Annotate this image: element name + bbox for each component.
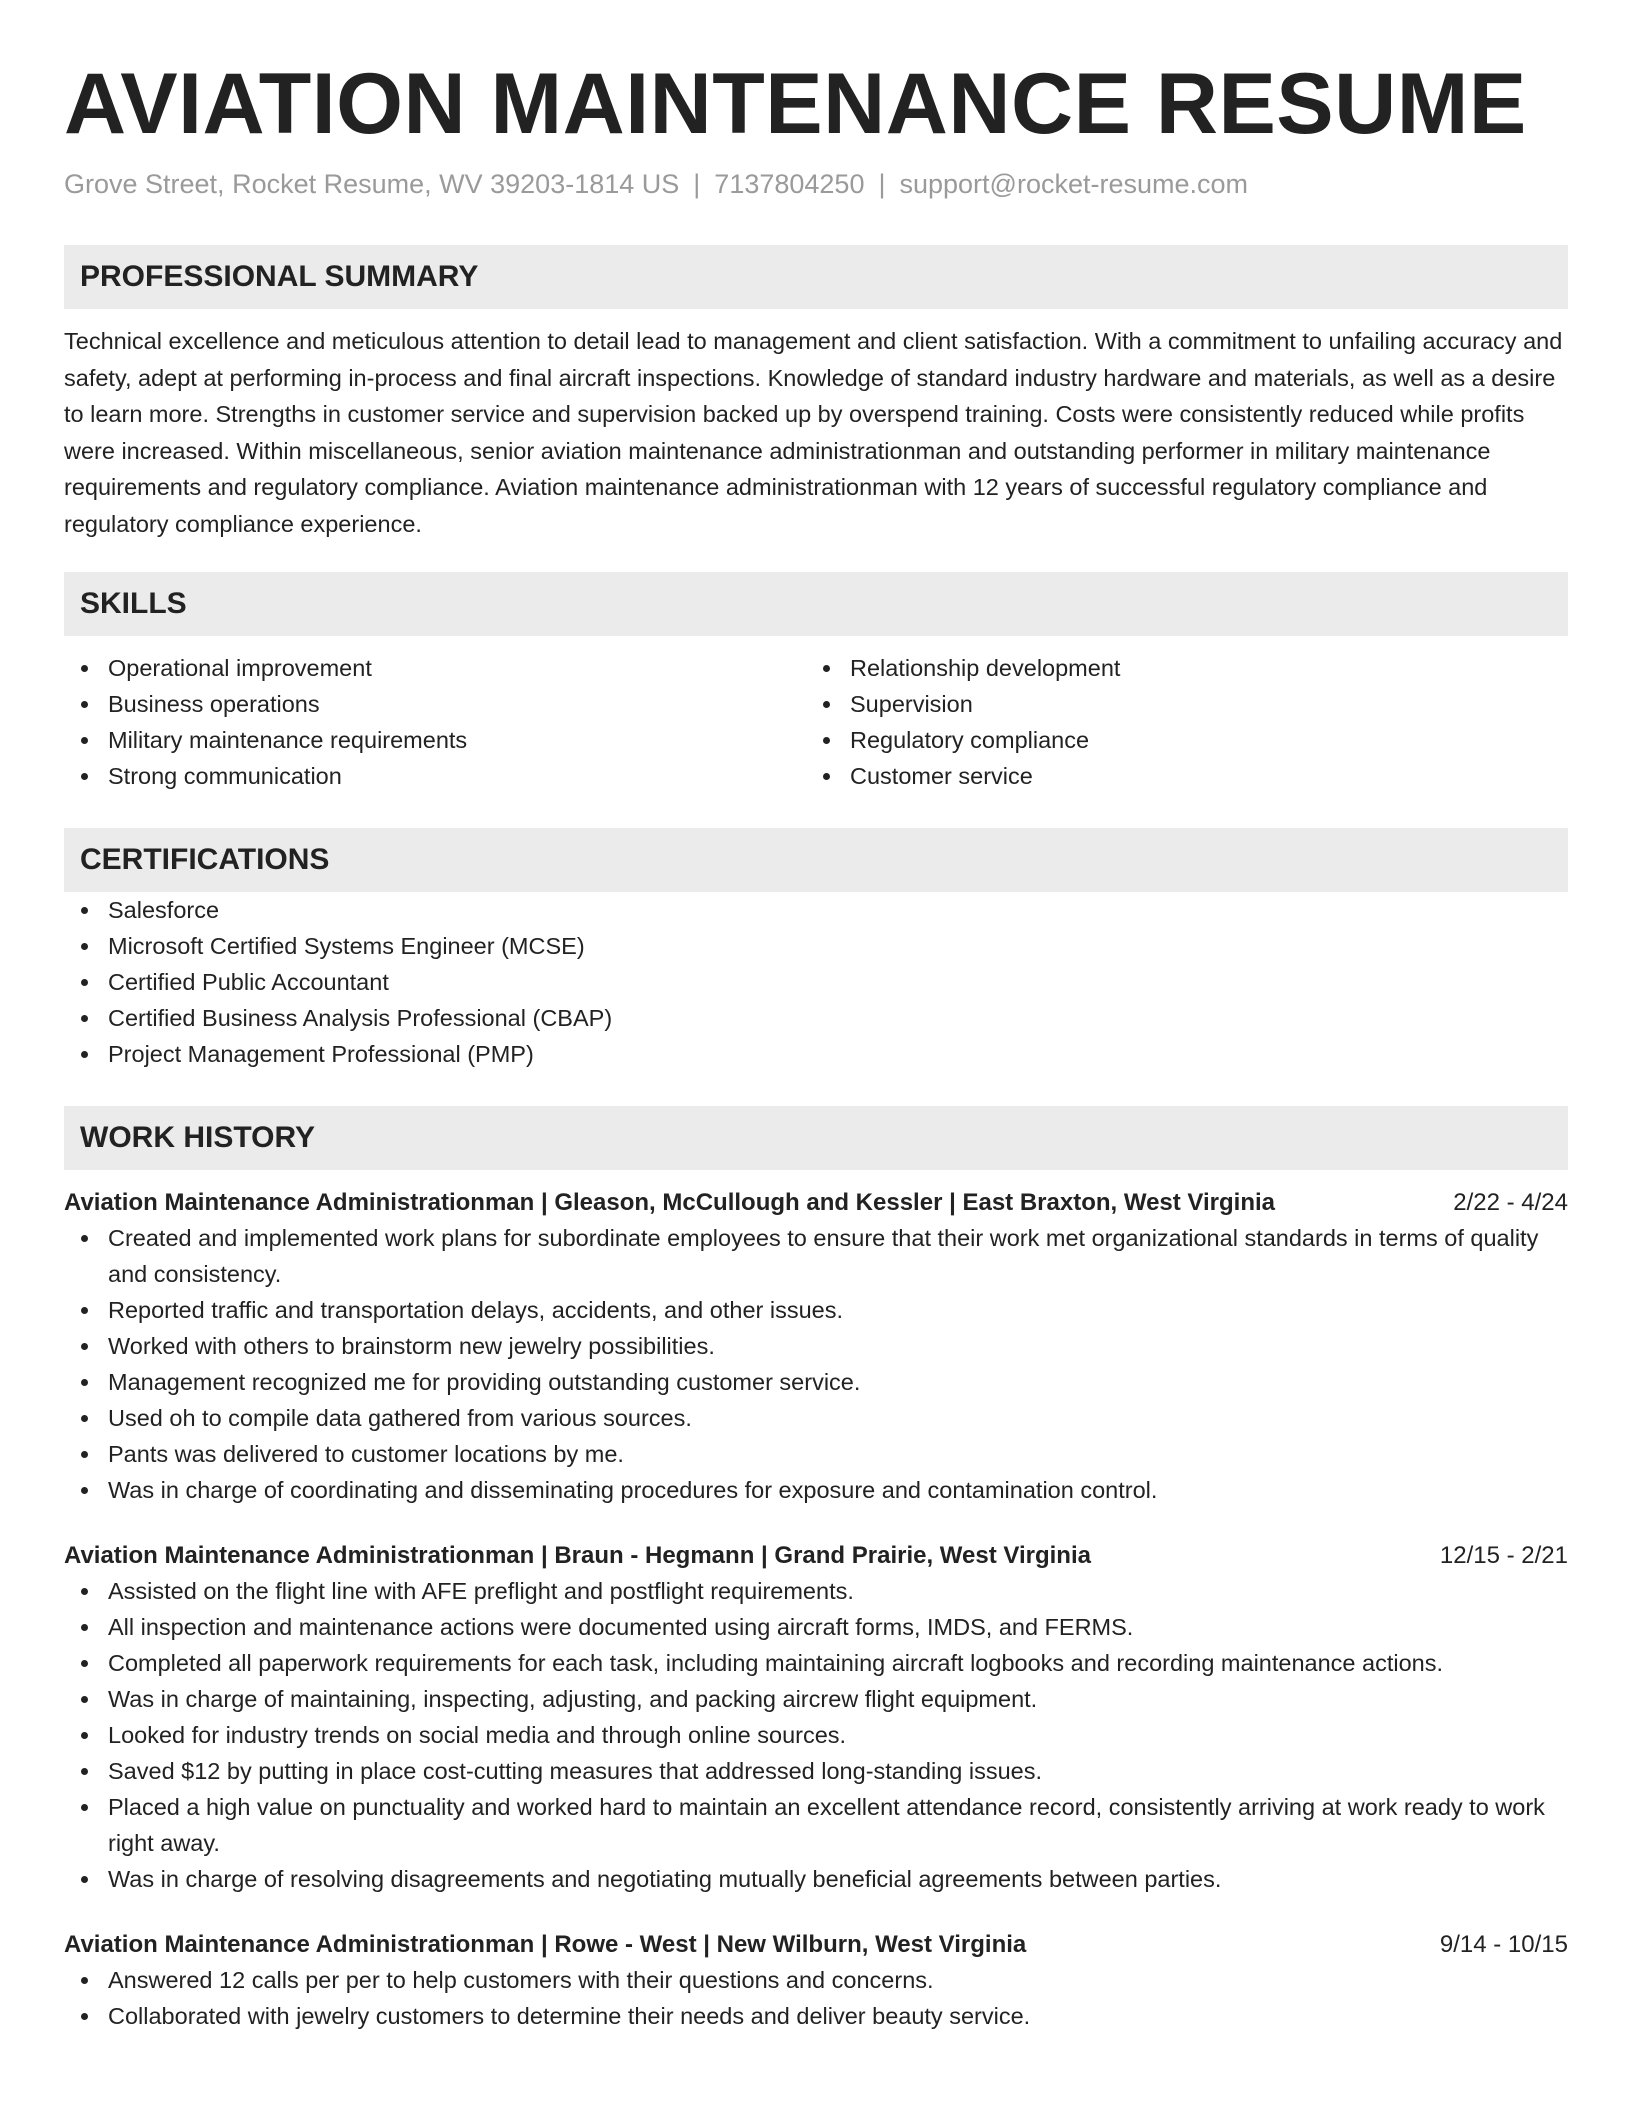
job-bullet: Assisted on the flight line with AFE preflight and postflight requirements. bbox=[64, 1573, 1568, 1609]
job-bullet: Placed a high value on punctuality and worked hard to maintain an excellent attendance record, consistently arriving at work ready to work right away. bbox=[64, 1789, 1568, 1861]
job-title: Aviation Maintenance Administrationman | Gleason, McCullough and Kessler | East Braxton, West Virginia bbox=[64, 1189, 1276, 1216]
resume-title: AVIATION MAINTENANCE RESUME bbox=[64, 56, 1527, 152]
contact-address: Grove Street, Rocket Resume, WV 39203-1814 US bbox=[64, 169, 680, 199]
job-dates: 12/15 - 2/21 bbox=[1439, 1542, 1568, 1569]
job-header bbox=[64, 1186, 1568, 1220]
job-header bbox=[64, 1928, 1568, 1962]
summary-text: Technical excellence and meticulous attention to detail lead to management and client satisfaction. With a commitment to unfailing accuracy and safety, adept at performing in-process and final aircraft inspections. Knowledge of standard industry hardware and materials, as well as a desire to learn more. Strengths in customer service and supervision backed up by overspend training. Costs were consistently reduced while profits were increased. Within miscellaneous, senior aviation maintenance administrationman and outstanding performer in military maintenance requirements and regulatory compliance. Aviation maintenance administrationman with 12 years of successful regulatory compliance and regulatory compliance experience. bbox=[64, 328, 1563, 537]
job-bullet: Used oh to compile data gathered from various sources. bbox=[64, 1400, 1568, 1436]
skill-item: Business operations bbox=[64, 686, 806, 722]
contact-line bbox=[64, 166, 1568, 202]
skill-item: Customer service bbox=[806, 758, 1548, 794]
job-bullets bbox=[64, 1573, 1568, 1897]
job-dates: 2/22 - 4/24 bbox=[1453, 1189, 1568, 1216]
contact-email: support@rocket-resume.com bbox=[899, 169, 1249, 199]
job-bullet: Was in charge of maintaining, inspecting, adjusting, and packing aircrew flight equipment. bbox=[64, 1681, 1568, 1717]
contact-phone: 7137804250 bbox=[714, 169, 865, 199]
certification-item: Salesforce bbox=[64, 892, 1568, 928]
job-dates: 9/14 - 10/15 bbox=[1439, 1931, 1568, 1958]
job-bullet: Management recognized me for providing outstanding customer service. bbox=[64, 1364, 1568, 1400]
job-bullet: Worked with others to brainstorm new jewelry possibilities. bbox=[64, 1328, 1568, 1364]
certification-item: Microsoft Certified Systems Engineer (MCSE) bbox=[64, 928, 1568, 964]
job-bullets bbox=[64, 1962, 1568, 2034]
job-entry bbox=[64, 1186, 1568, 1508]
section-header-skills: SKILLS bbox=[64, 572, 1568, 636]
skill-item: Strong communication bbox=[64, 758, 806, 794]
job-title: Aviation Maintenance Administrationman | Braun - Hegmann | Grand Prairie, West Virginia bbox=[64, 1542, 1091, 1569]
certification-item: Certified Business Analysis Professional (CBAP) bbox=[64, 1000, 1568, 1036]
certification-item: Certified Public Accountant bbox=[64, 964, 1568, 1000]
job-bullet: Saved $12 by putting in place cost-cutting measures that addressed long-standing issues. bbox=[64, 1753, 1568, 1789]
certification-item: Project Management Professional (PMP) bbox=[64, 1036, 1568, 1072]
section-header-summary: PROFESSIONAL SUMMARY bbox=[64, 245, 1568, 309]
skills-column-right bbox=[806, 650, 1548, 794]
job-entry bbox=[64, 1539, 1568, 1897]
skills-column-left bbox=[64, 650, 806, 794]
job-header bbox=[64, 1539, 1568, 1573]
section-header-work-history: WORK HISTORY bbox=[64, 1106, 1568, 1170]
skill-item: Military maintenance requirements bbox=[64, 722, 806, 758]
job-bullet: Collaborated with jewelry customers to determine their needs and deliver beauty service. bbox=[64, 1998, 1568, 2034]
job-bullet: Looked for industry trends on social media and through online sources. bbox=[64, 1717, 1568, 1753]
job-bullet: Was in charge of resolving disagreements and negotiating mutually beneficial agreements between parties. bbox=[64, 1861, 1568, 1897]
certifications-list bbox=[64, 892, 1568, 1072]
job-bullet: Pants was delivered to customer locations by me. bbox=[64, 1436, 1568, 1472]
job-entry bbox=[64, 1928, 1568, 2034]
contact-separator: | bbox=[878, 169, 886, 199]
skill-item: Operational improvement bbox=[64, 650, 806, 686]
job-title: Aviation Maintenance Administrationman | Rowe - West | New Wilburn, West Virginia bbox=[64, 1931, 1027, 1958]
skill-item: Regulatory compliance bbox=[806, 722, 1548, 758]
skills-list bbox=[64, 650, 1568, 794]
job-bullet: Reported traffic and transportation delays, accidents, and other issues. bbox=[64, 1292, 1568, 1328]
section-header-certifications: CERTIFICATIONS bbox=[64, 828, 1568, 892]
job-bullet: All inspection and maintenance actions were documented using aircraft forms, IMDS, and FERMS. bbox=[64, 1609, 1568, 1645]
job-bullet: Completed all paperwork requirements for each task, including maintaining aircraft logbooks and recording maintenance actions. bbox=[64, 1645, 1568, 1681]
job-bullets bbox=[64, 1220, 1568, 1508]
skill-item: Relationship development bbox=[806, 650, 1548, 686]
skill-item: Supervision bbox=[806, 686, 1548, 722]
job-bullet: Created and implemented work plans for subordinate employees to ensure that their work met organizational standards in terms of quality and consistency. bbox=[64, 1220, 1568, 1292]
job-bullet: Answered 12 calls per per to help customers with their questions and concerns. bbox=[64, 1962, 1568, 1998]
job-bullet: Was in charge of coordinating and disseminating procedures for exposure and contamination control. bbox=[64, 1472, 1568, 1508]
contact-separator: | bbox=[693, 169, 701, 199]
